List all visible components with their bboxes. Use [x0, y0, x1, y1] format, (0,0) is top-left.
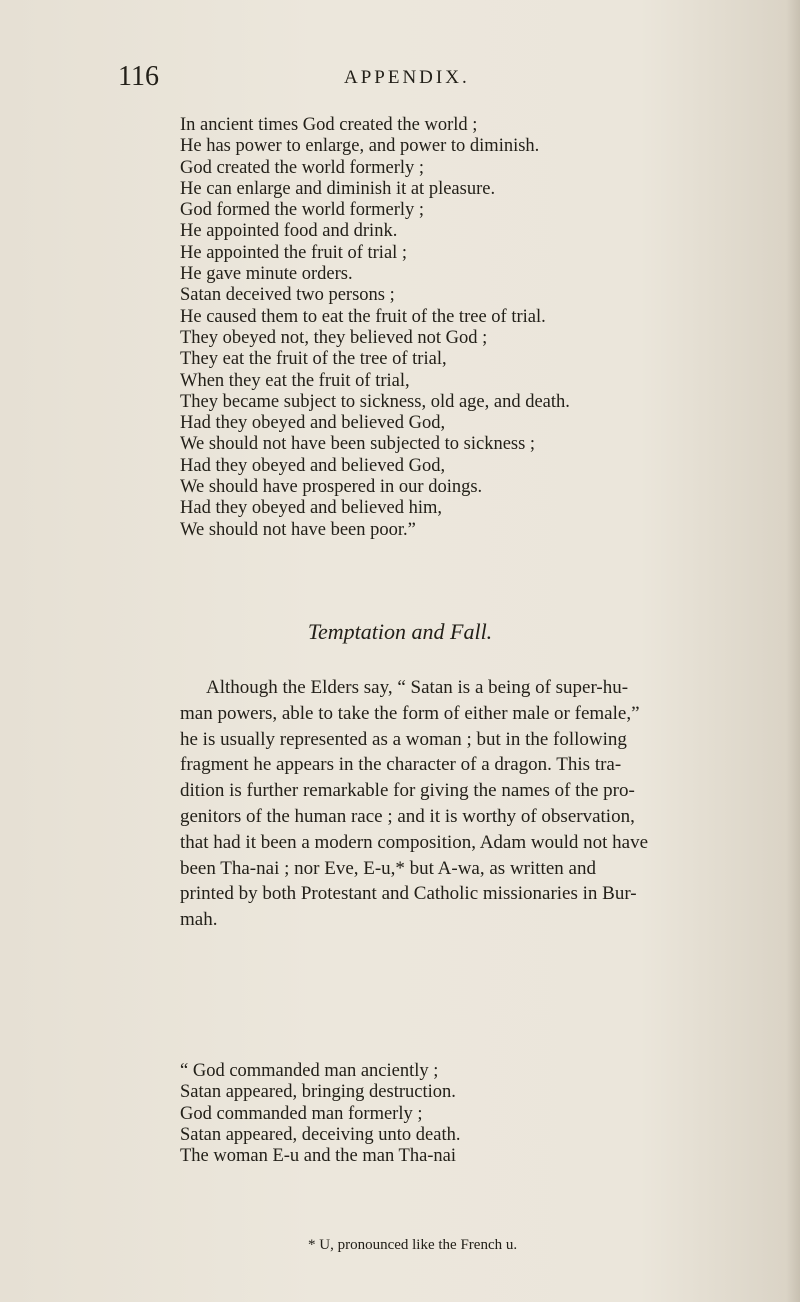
- paragraph-line: mah.: [180, 909, 218, 931]
- verse-line: When they eat the fruit of trial,: [180, 370, 410, 391]
- section-title: Temptation and Fall.: [307, 619, 493, 644]
- verse-line: We should not have been poor.”: [180, 519, 416, 540]
- verse-line: In ancient times God created the world ;: [180, 115, 478, 135]
- paragraph-line: he is usually represented as a woman ; but in the following: [180, 728, 627, 750]
- verse-line: We should have prospered in our doings.: [180, 477, 483, 498]
- page-edge-shadow: [786, 0, 800, 1302]
- paragraph-line: genitors of the human race ; and it is worthy of observation,: [180, 805, 635, 827]
- paragraph-line: been Tha-nai ; nor Eve, E-u,* but A-wa, as written and: [180, 857, 596, 879]
- verse-line: Had they obeyed and believed God,: [180, 455, 446, 476]
- paragraph-line: dition is further remarkable for giving the names of the pro-: [180, 780, 635, 802]
- paragraph-line: Although the Elders say, “ Satan is a being of super-hu-: [206, 677, 629, 698]
- verse-line: Satan appeared, bringing destruction.: [180, 1082, 456, 1103]
- page-header: [118, 60, 678, 94]
- verse-line: They obeyed not, they believed not God ;: [180, 327, 488, 348]
- page-number: 116: [118, 61, 159, 92]
- footnote: * U, pronounced like the French u.: [308, 1237, 518, 1253]
- verse-line: God created the world formerly ;: [180, 157, 425, 178]
- verse-line: He gave minute orders.: [180, 264, 353, 285]
- verse-line: God commanded man formerly ;: [180, 1103, 423, 1124]
- verse-line: He can enlarge and diminish it at pleasure.: [180, 178, 496, 199]
- verse-line: They eat the fruit of the tree of trial,: [180, 349, 447, 370]
- paragraph-line: printed by both Protestant and Catholic missionaries in Bur-: [180, 883, 637, 905]
- poem-verse-bottom: [180, 1061, 740, 1167]
- verse-line: The woman E-u and the man Tha-nai: [180, 1146, 457, 1167]
- paragraph-line: man powers, able to take the form of either male or female,”: [180, 702, 640, 724]
- verse-line: They became subject to sickness, old age, and death.: [180, 391, 570, 412]
- verse-line: We should not have been subjected to sickness ;: [180, 434, 536, 455]
- verse-line: Satan deceived two persons ;: [180, 285, 395, 306]
- running-head: APPENDIX.: [344, 67, 470, 88]
- body-paragraph: [180, 675, 740, 933]
- verse-line: He caused them to eat the fruit of the tree of trial.: [180, 306, 546, 327]
- paragraph-line: fragment he appears in the character of a dragon. This tra-: [180, 754, 622, 776]
- paragraph-line: that had it been a modern composition, Adam would not have: [180, 831, 649, 853]
- verse-line: He has power to enlarge, and power to diminish.: [180, 136, 540, 157]
- verse-line: He appointed food and drink.: [180, 221, 398, 242]
- verse-line: Had they obeyed and believed him,: [180, 498, 442, 519]
- verse-line: “ God commanded man anciently ;: [180, 1061, 439, 1081]
- verse-line: God formed the world formerly ;: [180, 200, 425, 221]
- poem-verse-top: [180, 115, 740, 541]
- verse-line: He appointed the fruit of trial ;: [180, 242, 408, 263]
- verse-line: Satan appeared, deceiving unto death.: [180, 1124, 461, 1145]
- verse-line: Had they obeyed and believed God,: [180, 413, 446, 434]
